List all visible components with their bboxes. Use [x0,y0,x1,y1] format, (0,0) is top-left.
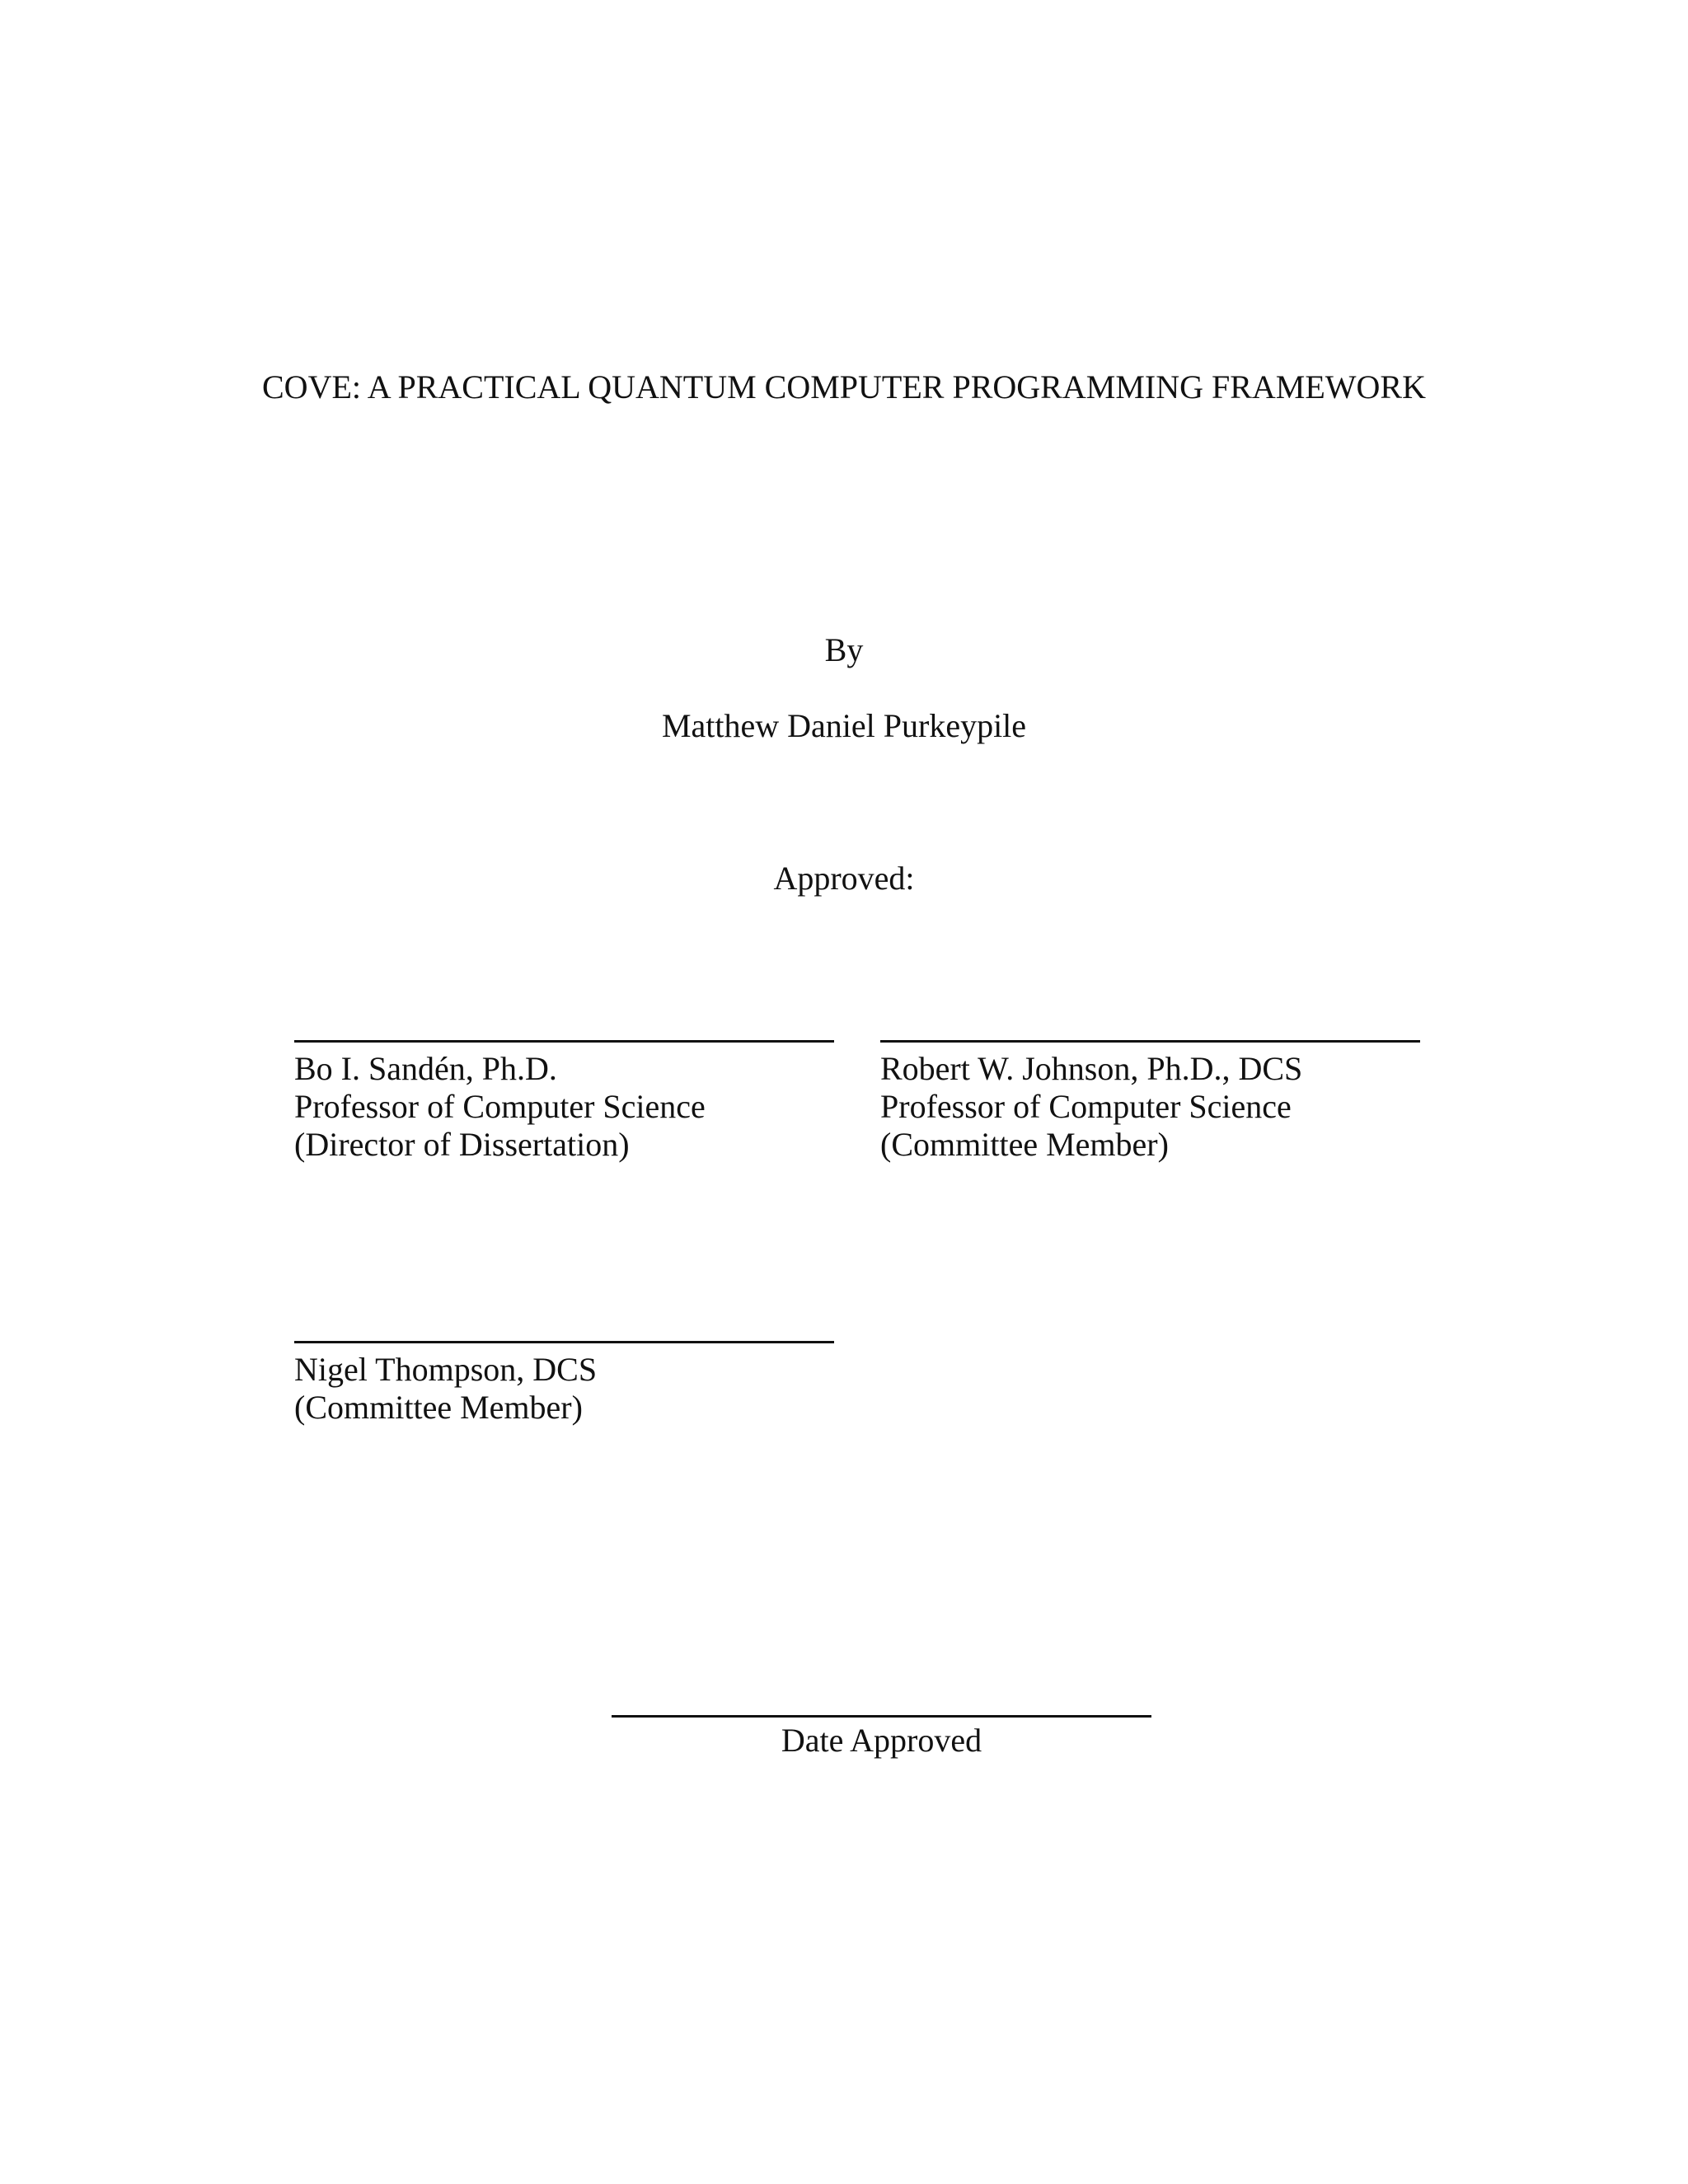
signatory-title: Professor of Computer Science [880,1088,1292,1125]
signatory-name: Nigel Thompson, DCS [294,1351,598,1388]
by-label: By [824,631,864,668]
signature-block-director [294,1040,834,1164]
signature-block-committee-member-2 [294,1341,834,1427]
signature-line [294,1341,834,1343]
date-approved-block [612,1715,1151,1760]
dissertation-title: COVE: A PRACTICAL QUANTUM COMPUTER PROGRAMMING FRAMEWORK [262,368,1426,405]
date-line [612,1715,1151,1718]
signatory-role: (Committee Member) [294,1389,583,1426]
signature-line [880,1040,1420,1043]
signatory-title: Professor of Computer Science [294,1088,706,1125]
signatory-name: Bo I. Sandén, Ph.D. [294,1050,557,1087]
approved-label: Approved: [773,860,915,897]
signatory-role: (Committee Member) [880,1126,1169,1163]
author-name: Matthew Daniel Purkeypile [661,707,1027,744]
signatory-role: (Director of Dissertation) [294,1126,630,1163]
signature-line [294,1040,834,1043]
signatory-name: Robert W. Johnson, Ph.D., DCS [880,1050,1303,1087]
signature-block-committee-member-1 [880,1040,1420,1164]
date-approved-label: Date Approved [781,1722,982,1759]
